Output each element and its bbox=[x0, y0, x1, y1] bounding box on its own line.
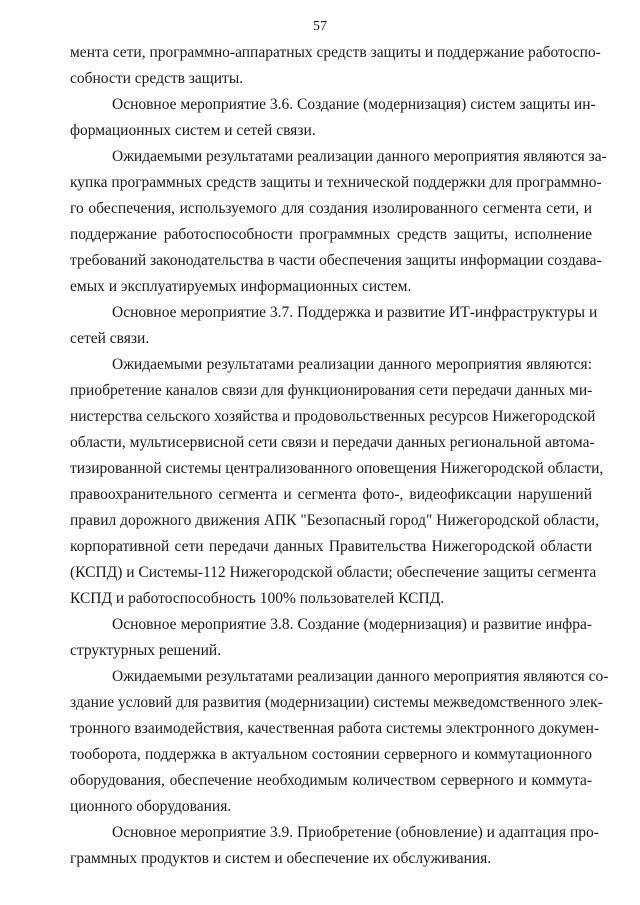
text-line: структурных решений. bbox=[70, 642, 222, 659]
text-line: здание условий для развития (модернизации) системы межведомственного элек- bbox=[70, 694, 603, 711]
paragraph bbox=[70, 664, 609, 820]
text-line: Ожидаемыми результатами реализации данного мероприятия являются: bbox=[112, 356, 592, 373]
paragraph bbox=[70, 300, 598, 352]
text-line: тронного взаимодействия, качественная работа системы электронного докумен- bbox=[70, 720, 600, 737]
paragraph bbox=[70, 40, 601, 92]
text-line: тооборота, поддержка в актуальном состоянии серверного и коммутационного bbox=[70, 746, 592, 763]
text-line: го обеспечения, используемого для создания изолированного сегмента сети, и bbox=[70, 200, 592, 217]
page-number: 57 bbox=[313, 19, 327, 34]
text-line: области, мультисервисной сети связи и передачи данных региональной автома- bbox=[70, 434, 595, 451]
text-line: Ожидаемыми результатами реализации данного мероприятия являются за- bbox=[112, 148, 607, 165]
paragraph bbox=[70, 144, 607, 300]
paragraph bbox=[70, 352, 604, 612]
text-line: собности средств защиты. bbox=[70, 70, 244, 87]
text-line: КСПД и работоспособность 100% пользователей КСПД. bbox=[70, 590, 445, 607]
text-line: правил дорожного движения АПК "Безопасный город" Нижегородской области, bbox=[70, 512, 599, 529]
text-line: нистерства сельского хозяйства и продовольственных ресурсов Нижегородской bbox=[70, 408, 596, 425]
text-line: тизированной системы централизованного оповещения Нижегородской области, bbox=[70, 460, 604, 477]
text-line: Основное мероприятие 3.9. Приобретение (обновление) и адаптация про- bbox=[112, 824, 599, 841]
text-line: емых и эксплуатируемых информационных систем. bbox=[70, 278, 412, 295]
text-line: требований законодательства в части обеспечения защиты информации создава- bbox=[70, 252, 602, 269]
text-line: Ожидаемыми результатами реализации данного мероприятия являются со- bbox=[112, 668, 609, 685]
paragraph bbox=[70, 612, 592, 664]
paragraph bbox=[70, 92, 596, 144]
paragraph bbox=[70, 820, 599, 872]
text-line: правоохранительного сегмента и сегмента фото-, видеофиксации нарушений bbox=[70, 486, 592, 503]
text-line: поддержание работоспособности программных средств защиты, исполнение bbox=[70, 226, 592, 243]
text-line: мента сети, программно-аппаратных средств защиты и поддержание работоспо- bbox=[70, 44, 601, 61]
text-line: купка программных средств защиты и технической поддержки для программно- bbox=[70, 174, 602, 191]
text-line: приобретение каналов связи для функционирования сети передачи данных ми- bbox=[70, 382, 593, 399]
text-line: сетей связи. bbox=[70, 330, 150, 347]
body-text bbox=[70, 40, 609, 872]
text-line: ционного оборудования. bbox=[70, 798, 232, 815]
text-line: Основное мероприятие 3.7. Поддержка и развитие ИТ-инфраструктуры и bbox=[112, 304, 598, 321]
text-line: формационных систем и сетей связи. bbox=[70, 122, 316, 139]
text-line: граммных продуктов и систем и обеспечение их обслуживания. bbox=[70, 850, 492, 867]
text-line: Основное мероприятие 3.6. Создание (модернизация) систем защиты ин- bbox=[112, 96, 596, 113]
text-line: корпоративной сети передачи данных Правительства Нижегородской области bbox=[70, 538, 592, 555]
text-line: Основное мероприятие 3.8. Создание (модернизация) и развитие инфра- bbox=[112, 616, 592, 633]
text-line: оборудования, обеспечение необходимым количеством серверного и коммута- bbox=[70, 772, 592, 789]
text-line: (КСПД) и Системы-112 Нижегородской области; обеспечение защиты сегмента bbox=[70, 564, 597, 581]
